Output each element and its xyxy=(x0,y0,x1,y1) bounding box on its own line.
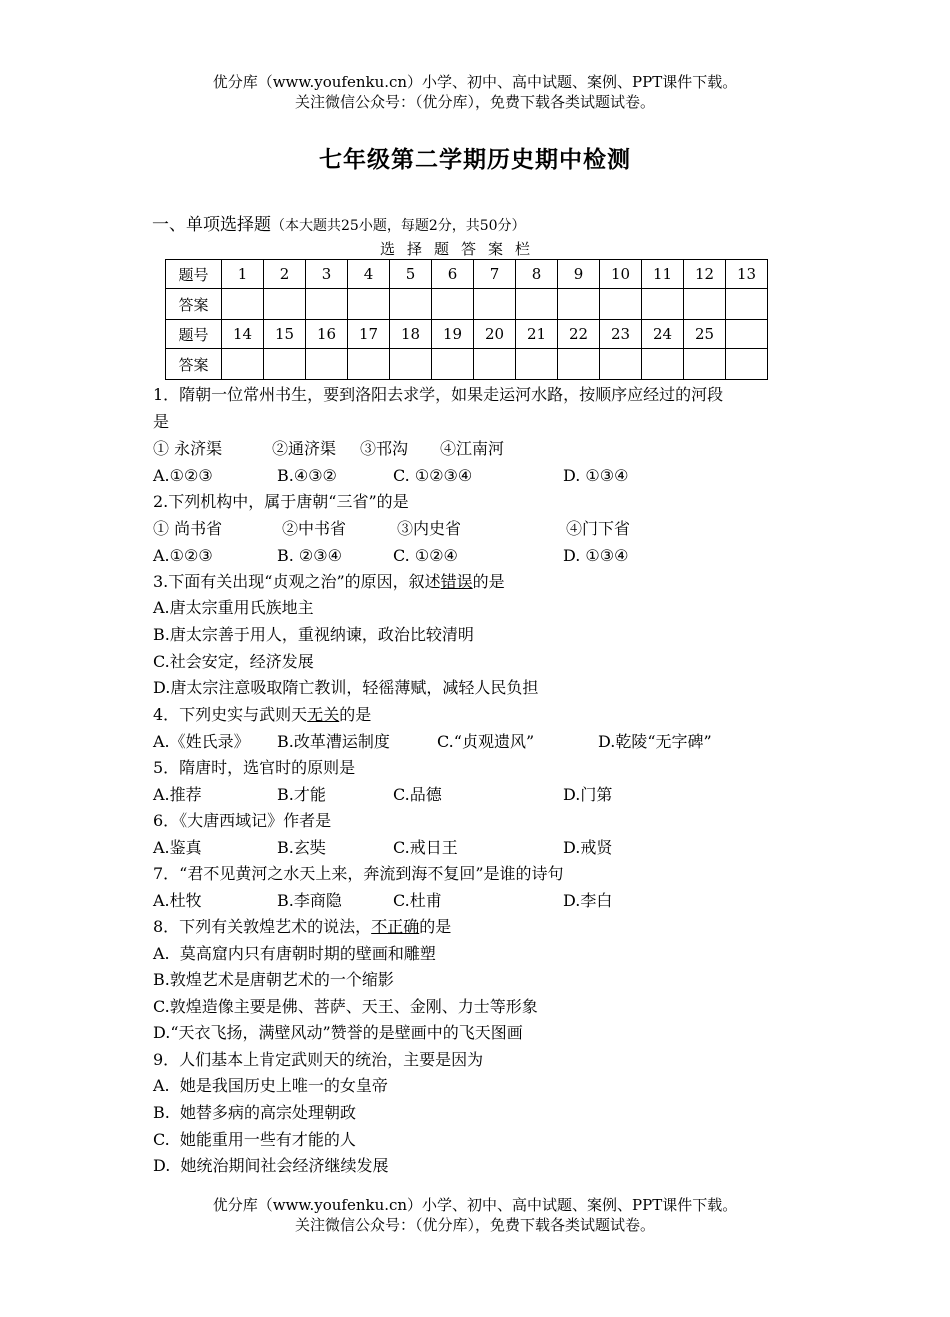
q8-option-a: A. 莫高窟内只有唐朝时期的壁画和雕塑 xyxy=(153,944,436,963)
q2-option-c: C. ①②④ xyxy=(393,546,458,565)
q2-stem: 2.下列机构中，属于唐朝“三省”的是 xyxy=(153,492,409,511)
q2-option-d: D. ①③④ xyxy=(563,546,629,565)
number-cell: 13 xyxy=(726,260,768,289)
q2-item: ④门下省 xyxy=(566,519,631,538)
answer-cell[interactable] xyxy=(390,289,432,320)
q9-option-d: D. 她统治期间社会经济继续发展 xyxy=(153,1156,389,1175)
q3-stem-end: 的是 xyxy=(472,572,505,591)
number-cell: 10 xyxy=(600,260,642,289)
answer-cell[interactable] xyxy=(558,349,600,380)
number-cell: 23 xyxy=(600,320,642,349)
answer-cell[interactable] xyxy=(516,289,558,320)
answer-cell[interactable] xyxy=(600,349,642,380)
q8-option-c: C.敦煌造像主要是佛、菩萨、天王、金刚、力士等形象 xyxy=(153,997,538,1016)
q1-option-b: B.④③② xyxy=(277,466,337,485)
section-title: 一、单项选择题 xyxy=(152,215,271,235)
q6-stem: 6．《大唐西域记》作者是 xyxy=(153,811,332,830)
q1-stem-cont: 是 xyxy=(153,412,170,431)
q9-option-a: A. 她是我国历史上唯一的女皇帝 xyxy=(153,1076,388,1095)
q6-option-a: A.鉴真 xyxy=(153,838,202,857)
answer-cell[interactable] xyxy=(600,289,642,320)
q8-stem-end: 的是 xyxy=(419,917,452,936)
answer-cell[interactable] xyxy=(432,349,474,380)
q3-option-a: A.唐太宗重用氏族地主 xyxy=(153,598,314,617)
header-line-2: 关注微信公众号：（优分库），免费下载各类试题试卷。 xyxy=(294,93,655,111)
label-answer: 答案 xyxy=(166,289,222,320)
q4-option-d: D.乾陵“无字碑” xyxy=(598,732,712,751)
answer-cell[interactable] xyxy=(684,289,726,320)
section-note: （本大题共25小题，每题2分，共50分） xyxy=(271,218,526,234)
number-cell: 14 xyxy=(222,320,264,349)
footer-line-1: 优分库（www.youfenku.cn）小学、初中、高中试题、案例、PPT课件下载。 xyxy=(212,1196,738,1214)
q5-option-b: B.才能 xyxy=(277,785,326,804)
number-cell: 25 xyxy=(684,320,726,349)
answer-cell[interactable] xyxy=(348,349,390,380)
q4-stem-text: 4．下列史实与武则天 xyxy=(153,705,308,724)
answer-cell[interactable] xyxy=(558,289,600,320)
number-cell: 17 xyxy=(348,320,390,349)
page-title: 七年级第二学期历史期中检测 xyxy=(319,146,631,173)
q1-item: ④江南河 xyxy=(440,439,505,458)
q7-stem: 7．“君不见黄河之水天上来，奔流到海不复回”是谁的诗句 xyxy=(153,864,564,883)
footer-line-2: 关注微信公众号：（优分库），免费下载各类试题试卷。 xyxy=(294,1216,655,1234)
number-cell: 9 xyxy=(558,260,600,289)
q9-option-b: B. 她替多病的高宗处理朝政 xyxy=(153,1103,357,1122)
q9-stem: 9．人们基本上肯定武则天的统治，主要是因为 xyxy=(153,1050,484,1069)
number-cell: 4 xyxy=(348,260,390,289)
q1-item: ③邗沟 xyxy=(360,439,409,458)
q1-option-c: C. ①②③④ xyxy=(393,466,473,485)
q8-stem xyxy=(153,917,451,937)
answer-table xyxy=(165,259,768,380)
q3-stem-emphasis: 错误 xyxy=(440,572,473,591)
number-cell: 16 xyxy=(306,320,348,349)
label-number: 题号 xyxy=(166,260,222,289)
number-cell: 21 xyxy=(516,320,558,349)
header-line-1: 优分库（www.youfenku.cn）小学、初中、高中试题、案例、PPT课件下载。 xyxy=(212,73,738,91)
q1-item: ②通济渠 xyxy=(272,439,337,458)
answer-cell[interactable] xyxy=(726,289,768,320)
q3-option-d: D.唐太宗注意吸取隋亡教训，轻徭薄赋，减轻人民负担 xyxy=(153,678,539,697)
answer-cell[interactable] xyxy=(348,289,390,320)
q2-item: ① 尚书省 xyxy=(153,519,223,538)
number-cell: 24 xyxy=(642,320,684,349)
answer-cell[interactable] xyxy=(474,289,516,320)
number-cell: 12 xyxy=(684,260,726,289)
answer-cell[interactable] xyxy=(516,349,558,380)
number-cell: 11 xyxy=(642,260,684,289)
answer-cell[interactable] xyxy=(642,289,684,320)
answer-cell[interactable] xyxy=(264,349,306,380)
answer-cell[interactable] xyxy=(642,349,684,380)
answer-table-number-row-2 xyxy=(166,320,768,349)
label-number: 题号 xyxy=(166,320,222,349)
q8-option-b: B.敦煌艺术是唐朝艺术的一个缩影 xyxy=(153,970,394,989)
answer-cell[interactable] xyxy=(432,289,474,320)
number-cell: 2 xyxy=(264,260,306,289)
number-cell: 3 xyxy=(306,260,348,289)
answer-cell[interactable] xyxy=(684,349,726,380)
answer-cell[interactable] xyxy=(222,289,264,320)
q4-stem-emphasis: 无关 xyxy=(307,705,340,724)
q7-option-b: B.李商隐 xyxy=(277,891,342,910)
q2-option-a: A.①②③ xyxy=(153,546,213,565)
q4-stem-end: 的是 xyxy=(339,705,372,724)
q3-stem-text: 3.下面有关出现“贞观之治”的原因，叙述 xyxy=(153,572,441,591)
answer-cell[interactable] xyxy=(222,349,264,380)
number-cell: 5 xyxy=(390,260,432,289)
q3-option-c: C.社会安定，经济发展 xyxy=(153,652,314,671)
q9-option-c: C. 她能重用一些有才能的人 xyxy=(153,1130,356,1149)
q8-stem-text: 8．下列有关敦煌艺术的说法， xyxy=(153,917,372,936)
q5-option-c: C.品德 xyxy=(393,785,442,804)
q1-stem: 1．隋朝一位常州书生，要到洛阳去求学，如果走运河水路，按顺序应经过的河段 xyxy=(153,385,724,404)
number-cell: 22 xyxy=(558,320,600,349)
q6-option-d: D.戒贤 xyxy=(563,838,613,857)
number-cell: 18 xyxy=(390,320,432,349)
answer-table-answer-row-1 xyxy=(166,289,768,320)
q1-item: ① 永济渠 xyxy=(153,439,223,458)
answer-cell[interactable] xyxy=(264,289,306,320)
number-cell: 19 xyxy=(432,320,474,349)
q4-option-a: A.《姓氏录》 xyxy=(153,732,250,751)
label-answer: 答案 xyxy=(166,349,222,380)
answer-cell[interactable] xyxy=(726,349,768,380)
q1-option-a: A.①②③ xyxy=(153,466,213,485)
q2-item: ②中书省 xyxy=(282,519,347,538)
answer-table-answer-row-2 xyxy=(166,349,768,380)
number-cell: 1 xyxy=(222,260,264,289)
q4-option-b: B.改革漕运制度 xyxy=(277,732,390,751)
number-cell: 8 xyxy=(516,260,558,289)
answer-cell[interactable] xyxy=(306,289,348,320)
q8-stem-emphasis: 不正确 xyxy=(371,917,420,936)
answer-table-number-row-1 xyxy=(166,260,768,289)
q7-option-a: A.杜牧 xyxy=(153,891,202,910)
q5-option-a: A.推荐 xyxy=(153,785,202,804)
q2-option-b: B. ②③④ xyxy=(277,546,342,565)
number-cell: 20 xyxy=(474,320,516,349)
q4-stem xyxy=(153,705,371,725)
number-cell: 7 xyxy=(474,260,516,289)
q3-option-b: B.唐太宗善于用人，重视纳谏，政治比较清明 xyxy=(153,625,474,644)
number-cell: 15 xyxy=(264,320,306,349)
q8-option-d: D.“天衣飞扬，满壁风动”赞誉的是壁画中的飞天图画 xyxy=(153,1023,523,1042)
q7-option-c: C.杜甫 xyxy=(393,891,442,910)
answer-cell[interactable] xyxy=(390,349,432,380)
q6-option-b: B.玄奘 xyxy=(277,838,326,857)
q1-option-d: D. ①③④ xyxy=(563,466,629,485)
section-heading xyxy=(152,210,526,235)
q6-option-c: C.戒日王 xyxy=(393,838,458,857)
answer-cell[interactable] xyxy=(306,349,348,380)
q5-stem: 5．隋唐时，选官时的原则是 xyxy=(153,758,356,777)
answer-cell[interactable] xyxy=(474,349,516,380)
q5-option-d: D.门第 xyxy=(563,785,613,804)
q2-item: ③内史省 xyxy=(397,519,462,538)
q4-option-c: C.“贞观遗风” xyxy=(437,732,535,751)
number-cell xyxy=(726,320,768,349)
q3-stem xyxy=(153,572,505,592)
answer-table-caption: 选择题答案栏 xyxy=(380,240,543,258)
q7-option-d: D.李白 xyxy=(563,891,613,910)
number-cell: 6 xyxy=(432,260,474,289)
